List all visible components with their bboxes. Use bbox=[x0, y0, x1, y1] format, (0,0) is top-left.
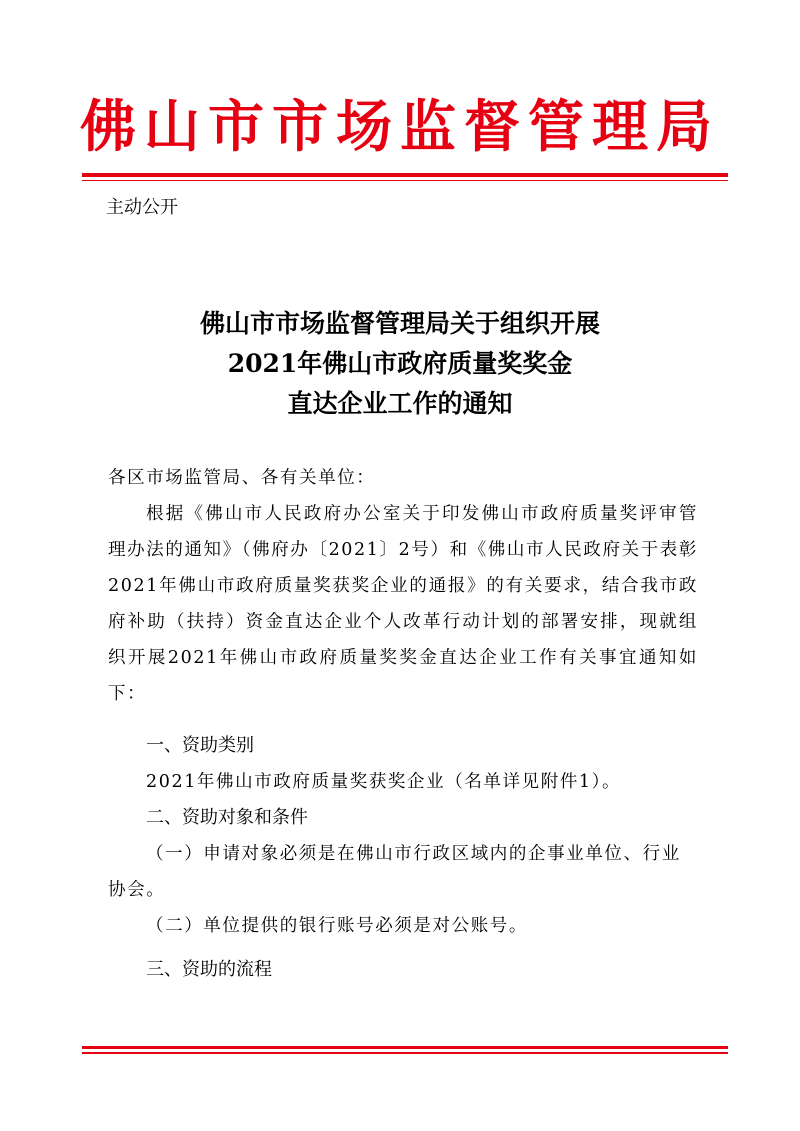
section-heading-2: 二、资助对象和条件 bbox=[146, 807, 308, 828]
disclosure-label: 主动公开 bbox=[106, 197, 178, 218]
title-line-1: 佛山市市场监督管理局关于组织开展 bbox=[199, 309, 600, 338]
header-rule-thin bbox=[82, 180, 728, 181]
condition-2: （二）单位提供的银行账号必须是对公账号。 bbox=[146, 916, 528, 936]
footer-rule-thick bbox=[82, 1046, 728, 1049]
condition-1: （一）申请对象必须是在佛山市行政区域内的企事业单位、行业协会。 bbox=[108, 844, 681, 900]
section-heading-3: 三、资助的流程 bbox=[146, 959, 272, 980]
title-line-2: 2021年佛山市政府质量奖奖金 bbox=[227, 349, 573, 378]
section-1-text: 2021年佛山市政府质量奖获奖企业（名单详见附件1）。 bbox=[146, 772, 622, 792]
header-rule-thick bbox=[82, 173, 728, 177]
footer-rule-thin bbox=[82, 1052, 728, 1054]
section-heading-1: 一、资助类别 bbox=[146, 735, 254, 756]
salutation: 各区市场监管局、各有关单位： bbox=[108, 468, 376, 488]
intro-paragraph: 根据《佛山市人民政府办公室关于印发佛山市政府质量奖评审管理办法的通知》（佛府办〔2021〕2号）和《佛山市人民政府关于表彰2021年佛山市政府质量奖获奖企业的通报》的有关要求，结合我市政府补助（扶持）资金直达企业个人改革行动计划的部署安排，现就组织开展2021年佛山市政府质量奖奖金直达企业工作有关事宜通知如下： bbox=[108, 504, 698, 704]
document-title bbox=[0, 304, 800, 424]
title-line-3: 直达企业工作的通知 bbox=[287, 389, 513, 418]
letterhead-title: 佛山市市场监督管理局 bbox=[80, 94, 720, 160]
